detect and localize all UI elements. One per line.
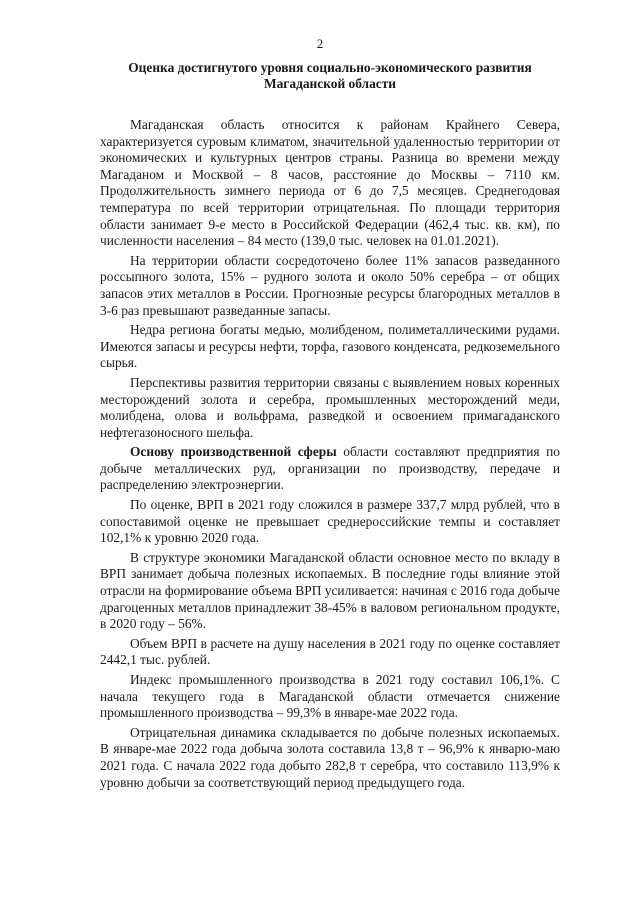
paragraph-grp-estimate: По оценке, ВРП в 2021 году сложился в размере 337,7 млрд рублей, что в сопоставимой оценке не превышает среднероссийские темпы и составляет 102,1% к уровню 2020 года. bbox=[100, 497, 560, 546]
paragraph-economy-structure: В структуре экономики Магаданской области основное место по вкладу в ВРП занимает добыча полезных ископаемых. В последние годы влияние этой отрасли на формирование объема ВРП усиливается: начиная с 2016 года добыче драгоценных металлов принадлежит 38-45% в валовом региональном продукте, в 2020 году – 56%. bbox=[100, 549, 560, 632]
paragraph-industrial-index: Индекс промышленного производства в 2021 году составил 106,1%. С начала текущего года в Магаданской области отмечается снижение промышленного производства – 99,3% в январе-мае 2022 года. bbox=[100, 672, 560, 721]
paragraph-mining-dynamics: Отрицательная динамика складывается по добыче полезных ископаемых. В январе-мае 2022 года добыча золота составила 13,8 т – 96,9% к январю-маю 2021 года. С начала 2022 года добыто 282,8 т серебра, что составило 113,9% к уровню добычи за соответствующий период предыдущего года. bbox=[100, 724, 560, 790]
production-sphere-bold-lead: Основу производственной сферы bbox=[130, 444, 337, 460]
document-title: Оценка достигнутого уровня социально-экономического развития Магаданской области bbox=[128, 60, 532, 91]
paragraph-mineral-resources: Недра региона богаты медью, молибденом, полиметаллическими рудами. Имеются запасы и ресурсы нефти, торфа, газового конденсата, редкоземельного сырья. bbox=[100, 322, 560, 371]
paragraph-development-prospects: Перспективы развития территории связаны с выявлением новых коренных месторождений золота и серебра, промышленных месторождений меди, молибдена, олова и вольфрама, разведкой и освоением примагаданского нефтегазоносного шельфа. bbox=[100, 374, 560, 440]
production-sphere-text: области составляют предприятия по добыче металлических руд, организации по производству, передаче и распределению электроэнергии. bbox=[100, 444, 560, 493]
paragraph-production-sphere bbox=[100, 444, 560, 494]
document-body bbox=[100, 117, 560, 794]
paragraph-grp-per-capita: Объем ВРП в расчете на душу населения в 2021 году по оценке составляет 2442,1 тыс. рублей. bbox=[100, 635, 560, 668]
paragraph-gold-reserves: На территории области сосредоточено более 11% запасов разведанного россыпного золота, 15% – рудного золота и около 50% серебра – от общих запасов этих металлов в России. Прогнозные ресурсы благородных металлов в 3-6 раз превышают разведанные запасы. bbox=[100, 252, 560, 318]
paragraph-region-overview: Магаданская область относится к районам Крайнего Севера, характеризуется суровым климатом, значительной удаленностью территории от экономических и культурных центров страны. Разница во времени между Магаданом и Москвой – 8 часов, расстояние до Москвы – 7110 км. Продолжительность зимнего периода от 6 до 7,5 месяцев. Среднегодовая температура по всей территории отрицательная. По площади территория области занимает 9-е место в Российской Федерации (462,4 тыс. кв. км), по численности населения – 84 место (139,0 тыс. человек на 01.01.2021). bbox=[100, 117, 560, 249]
page-number: 2 bbox=[316, 36, 324, 51]
